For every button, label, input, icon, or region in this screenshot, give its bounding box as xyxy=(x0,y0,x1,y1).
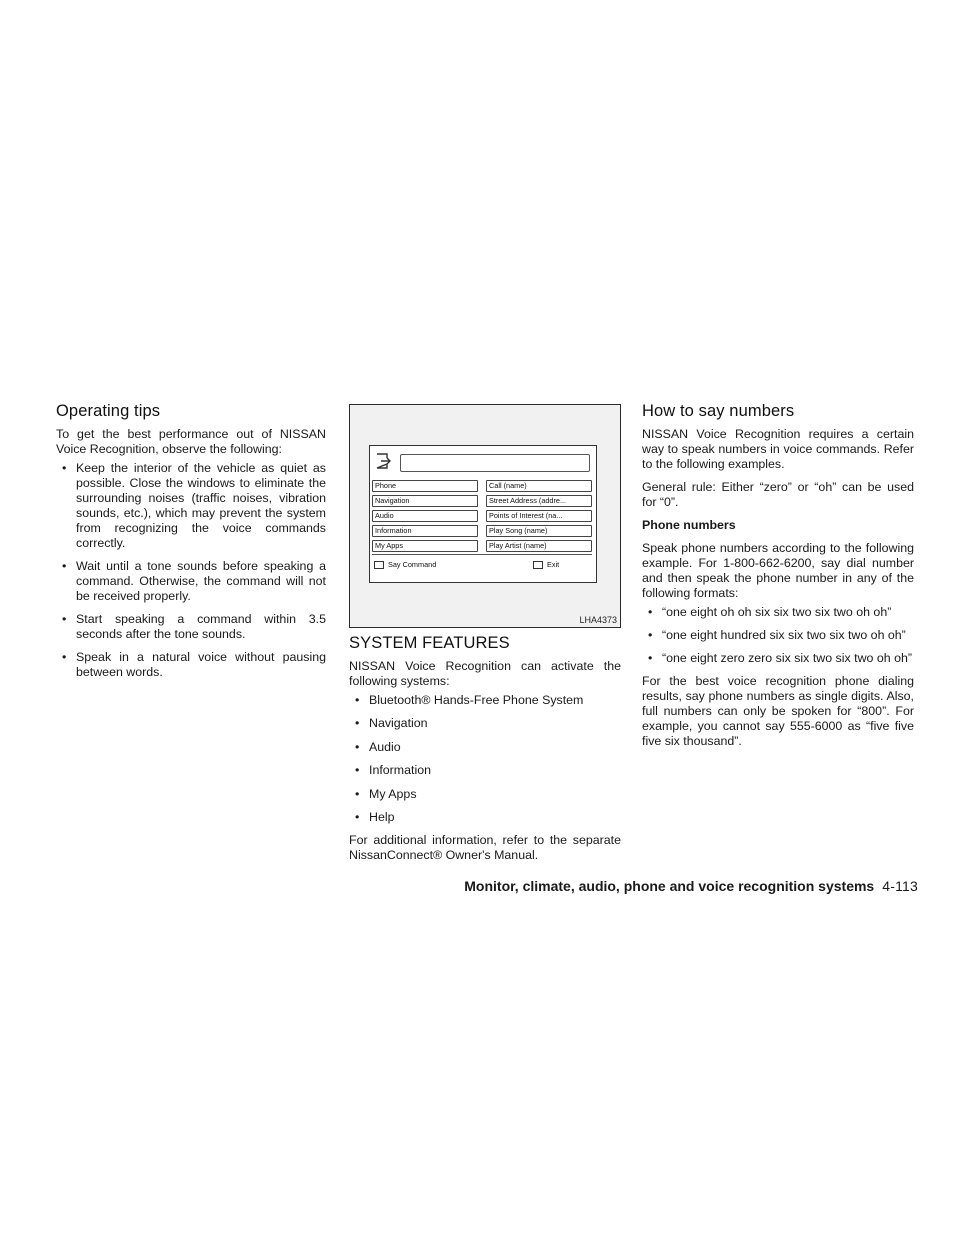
list-item: • Speak in a natural voice without pausing between words. xyxy=(62,650,326,679)
list-item: • “one eight zero zero six six two six two oh oh” xyxy=(648,651,912,665)
phone-number-formats-list xyxy=(642,605,914,666)
list-item: • Navigation xyxy=(355,716,428,731)
page-number: 4-113 xyxy=(882,878,918,894)
divider xyxy=(372,554,592,555)
menu-button-navigation: Navigation xyxy=(372,495,478,507)
chapter-title: Monitor, climate, audio, phone and voice recognition systems xyxy=(464,878,875,894)
list-item: • Keep the interior of the vehicle as quiet as possible. Close the windows to eliminate the surrounding noises (traffic noises, vibration sounds, etc.), which may prevent the system from recognizing the voice commands correctly. xyxy=(62,461,326,550)
phone-numbers-heading: Phone numbers xyxy=(642,518,736,532)
how-to-say-numbers-section xyxy=(642,402,914,757)
menu-button-street-address: Street Address (addre... xyxy=(486,495,592,507)
list-item: • Bluetooth® Hands-Free Phone System xyxy=(355,693,584,707)
list-item: • Help xyxy=(355,809,395,824)
list-item: • “one eight oh oh six six two six two oh oh” xyxy=(648,605,892,619)
list-item: • Audio xyxy=(355,739,401,754)
back-icon xyxy=(375,452,391,470)
menu-button-call-name: Call (name) xyxy=(486,480,592,492)
operating-tips-heading: Operating tips xyxy=(56,402,161,420)
voice-input-bar xyxy=(400,454,590,472)
numbers-outro: For the best voice recognition phone dialing results, say phone numbers as single digits. Also, full numbers can only be spoken for “800”. For example, you cannot say 555-6000 as “five five five six thousand”. xyxy=(642,674,914,748)
menu-button-points-of-interest: Points of Interest (na... xyxy=(486,510,592,522)
system-features-intro: NISSAN Voice Recognition can activate the following systems: xyxy=(349,659,621,688)
menu-button-my-apps: My Apps xyxy=(372,540,478,552)
voice-menu-screen xyxy=(369,445,597,583)
page-footer xyxy=(428,878,918,894)
say-command-hint: Say Command xyxy=(374,559,436,571)
system-features-section xyxy=(349,402,621,871)
system-features-list xyxy=(349,693,621,825)
talk-icon xyxy=(374,561,384,569)
list-item: • “one eight hundred six six two six two oh oh” xyxy=(648,628,906,642)
menu-button-play-song: Play Song (name) xyxy=(486,525,592,537)
menu-button-play-artist: Play Artist (name) xyxy=(486,540,592,552)
system-features-heading: SYSTEM FEATURES xyxy=(349,634,510,652)
general-rule: General rule: Either “zero” or “oh” can be used for “0”. xyxy=(642,480,914,509)
system-features-outro: For additional information, refer to the separate NissanConnect® Owner's Manual. xyxy=(349,833,621,863)
list-item: • My Apps xyxy=(355,786,417,801)
figure-code: LHA4373 xyxy=(579,615,617,625)
voice-menu-figure xyxy=(349,404,621,628)
menu-button-phone: Phone xyxy=(372,480,478,492)
phone-hangup-icon xyxy=(533,561,543,569)
operating-tips-section xyxy=(56,402,326,688)
operating-tips-intro: To get the best performance out of NISSAN Voice Recognition, observe the following: xyxy=(56,427,326,456)
list-item: • Start speaking a command within 3.5 seconds after the tone sounds. xyxy=(62,612,326,641)
menu-button-audio: Audio xyxy=(372,510,478,522)
phone-numbers-intro: Speak phone numbers according to the following example. For 1-800-662-6200, say dial number and then speak the phone number in any of the following formats: xyxy=(642,541,914,600)
menu-button-information: Information xyxy=(372,525,478,537)
numbers-intro: NISSAN Voice Recognition requires a certain way to speak numbers in voice commands. Refer to the following examples. xyxy=(642,427,914,471)
list-item: • Wait until a tone sounds before speaking a command. Otherwise, the command will not be received properly. xyxy=(62,559,326,603)
exit-hint: Exit xyxy=(533,559,559,571)
how-to-say-numbers-heading: How to say numbers xyxy=(642,402,795,420)
operating-tips-list xyxy=(56,461,326,680)
list-item: • Information xyxy=(355,763,431,778)
